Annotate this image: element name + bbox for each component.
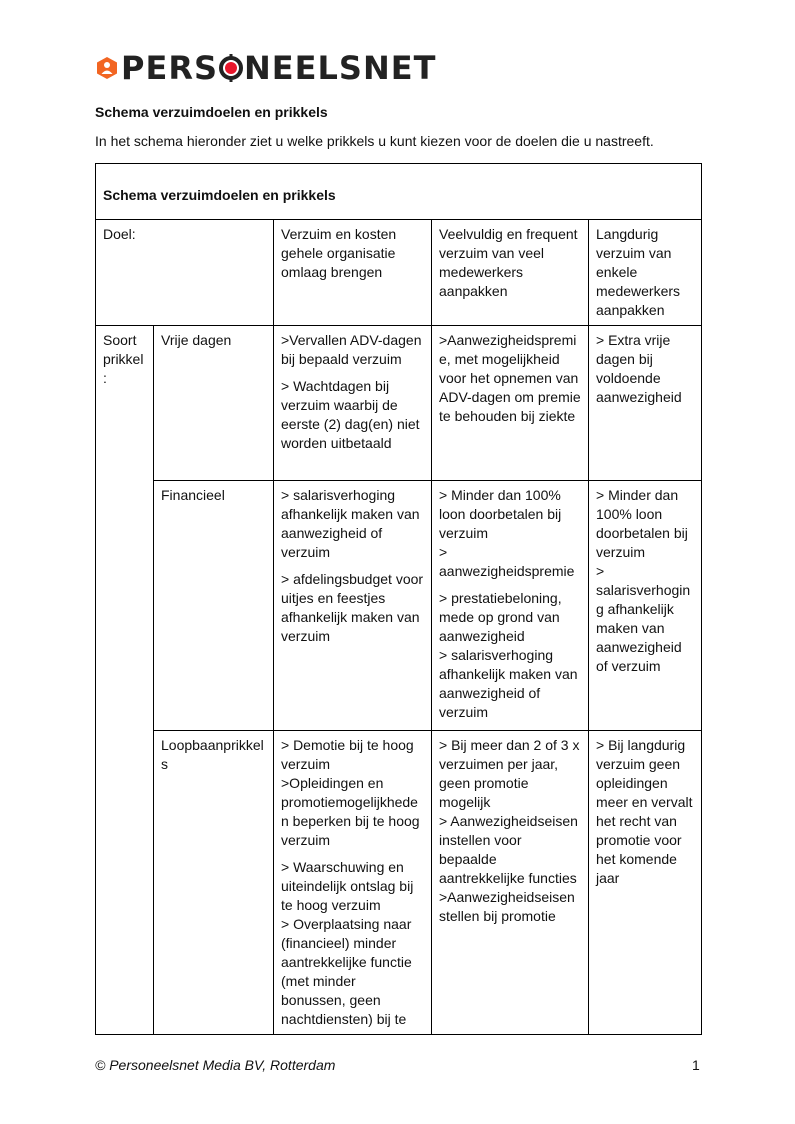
cell-item: > Demotie bij te hoog verzuim: [281, 737, 414, 772]
table-row: [96, 481, 702, 731]
cell-item: >Aanwezigheidseisen stellen bij promotie: [439, 889, 575, 924]
cell-item: > Bij meer dan 2 of 3 x verzuimen per jaar, geen promotie mogelijk: [439, 737, 580, 810]
cell-item: > salarisverhoging afhankelijk maken van aanwezigheid of verzuim: [439, 647, 578, 720]
cell-item: > aanwezigheidspremie: [439, 544, 575, 579]
prikkel-type: Vrije dagen: [154, 326, 274, 481]
page-heading: Schema verzuimdoelen en prikkels: [95, 104, 328, 120]
cell-item: > Overplaatsing naar (financieel) minder aantrekkelijke functie (met minder bonussen, geen nachtdiensten) bij te: [281, 916, 412, 1027]
cell-item: > salarisverhoging afhankelijk maken van aanwezigheid of verzuim: [281, 487, 420, 560]
cell-item: > prestatiebeloning, mede op grond van aanwezigheid: [439, 590, 562, 644]
goal-cell: Veelvuldig en frequent verzuim van veel medewerkers aanpakken: [432, 220, 589, 326]
cell-item: > afdelingsbudget voor uitjes en feestjes afhankelijk maken van verzuim: [281, 571, 424, 644]
doel-label: Doel:: [96, 220, 274, 326]
cell-item: > Waarschuwing en uiteindelijk ontslag bij te hoog verzuim: [281, 859, 414, 913]
table-cell: [589, 326, 702, 481]
logo-wordmark: PERS NEELSNET: [121, 49, 437, 87]
cell-item: > Extra vrije dagen bij voldoende aanwezigheid: [596, 332, 682, 405]
prikkel-type: Loopbaanprikkels: [154, 731, 274, 1035]
table-cell: [274, 481, 432, 731]
cell-item: > Wachtdagen bij verzuim waarbij de eerste (2) dag(en) niet worden uitbetaald: [281, 378, 420, 451]
schema-table: [95, 163, 702, 1035]
table-cell: [589, 481, 702, 731]
cell-item: > salarisverhoging afhankelijk maken van aanwezigheid of verzuim: [596, 563, 691, 674]
cell-item: >Opleidingen en promotiemogelijkheden beperken bij te hoog verzuim: [281, 775, 420, 848]
table-title-row: [96, 164, 702, 220]
cell-item: >Aanwezigheidspremie, met mogelijkheid voor het opnemen van ADV-dagen om premie te behouden bij ziekte: [439, 332, 581, 424]
footer-copyright: © Personeelsnet Media BV, Rotterdam: [95, 1057, 336, 1073]
page-number: 1: [692, 1057, 700, 1073]
table-cell: [274, 326, 432, 481]
table-cell: [589, 731, 702, 1035]
cell-item: > Minder dan 100% loon doorbetalen bij verzuim: [439, 487, 562, 541]
hexagon-person-icon: [95, 56, 119, 80]
intro-text: In het schema hieronder ziet u welke prikkels u kunt kiezen voor de doelen die u nastreeft.: [95, 133, 654, 149]
prikkel-type: Financieel: [154, 481, 274, 731]
table-title: Schema verzuimdoelen en prikkels: [96, 164, 702, 220]
cell-item: > Minder dan 100% loon doorbetalen bij verzuim: [596, 487, 688, 560]
table-cell: [274, 731, 432, 1035]
goal-cell: Langdurig verzuim van enkele medewerkers aanpakken: [589, 220, 702, 326]
cell-item: > Bij langdurig verzuim geen opleidingen meer en vervalt het recht van promotie voor het komende jaar: [596, 737, 693, 886]
personeelsnet-logo: [95, 48, 436, 88]
table-row: [96, 731, 702, 1035]
soort-prikkel-label: Soort prikkel :: [96, 326, 154, 1035]
table-cell: [432, 326, 589, 481]
table-cell: [432, 481, 589, 731]
goal-cell: Verzuim en kosten gehele organisatie omlaag brengen: [274, 220, 432, 326]
goal-row: [96, 220, 702, 326]
table-row: [96, 326, 702, 481]
cell-item: > Aanwezigheidseisen instellen voor bepaalde aantrekkelijke functies: [439, 813, 578, 886]
cell-item: >Vervallen ADV-dagen bij bepaald verzuim: [281, 332, 422, 367]
crosshair-o-icon: [219, 51, 243, 75]
table-cell: [432, 731, 589, 1035]
